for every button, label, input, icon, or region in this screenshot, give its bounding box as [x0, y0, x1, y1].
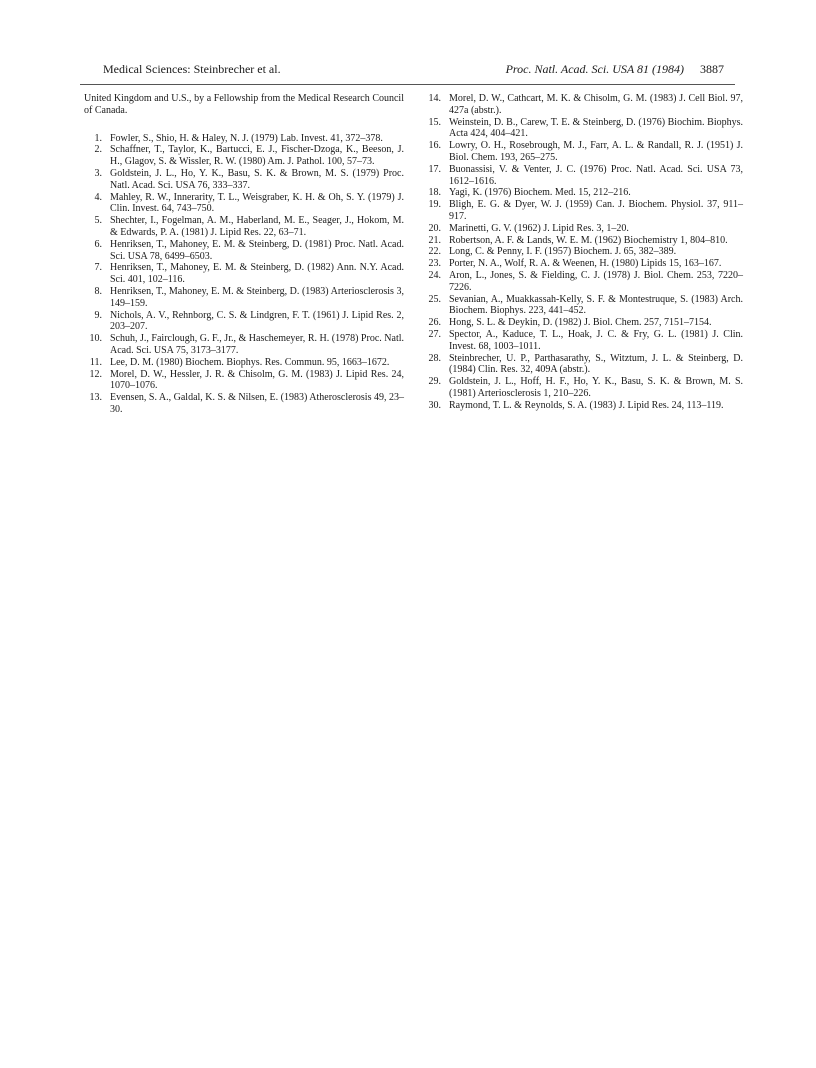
reference-number: 4.	[94, 191, 102, 203]
reference-text: Mahley, R. W., Innerarity, T. L., Weisgraber, K. H. & Oh, S. Y. (1979) J. Clin. Invest. 64, 743–750.	[110, 191, 404, 215]
reference-text: Spector, A., Kaduce, T. L., Hoak, J. C. & Fry, G. L. (1981) J. Clin. Invest. 68, 1003–1011.	[449, 328, 743, 352]
reference-number: 15.	[428, 116, 441, 128]
reference-item	[423, 258, 743, 270]
reference-text: Nichols, A. V., Rehnborg, C. S. & Lindgren, F. T. (1961) J. Lipid Res. 2, 203–207.	[110, 309, 404, 333]
running-head-left: Medical Sciences: Steinbrecher et al.	[103, 62, 281, 76]
reference-text: Sevanian, A., Muakkassah-Kelly, S. F. & Montestruque, S. (1983) Arch. Biochem. Biophys. 223, 441–452.	[449, 293, 743, 317]
reference-item	[84, 392, 404, 416]
reference-number: 10.	[89, 333, 102, 345]
reference-text: Goldstein, J. L., Hoff, H. F., Ho, Y. K., Basu, S. K. & Brown, M. S. (1981) Arteriosclerosis 1, 210–226.	[449, 376, 743, 399]
reference-item	[423, 270, 743, 294]
reference-item	[84, 144, 404, 168]
reference-text: Henriksen, T., Mahoney, E. M. & Steinberg, D. (1981) Proc. Natl. Acad. Sci. USA 78, 6499–6503.	[110, 238, 404, 262]
reference-text: Schuh, J., Fairclough, G. F., Jr., & Haschemeyer, R. H. (1978) Proc. Natl. Acad. Sci. USA 75, 3173–3177.	[110, 333, 404, 356]
reference-item	[423, 329, 743, 353]
reference-list-left	[84, 133, 404, 416]
reference-text: Shechter, I., Fogelman, A. M., Haberland, M. E., Seager, J., Hokom, M. & Edwards, P. A. (1981) J. Lipid Res. 22, 63–71.	[110, 215, 404, 238]
reference-item	[423, 93, 743, 117]
right-column	[423, 93, 743, 412]
reference-item	[423, 246, 743, 258]
reference-item	[423, 353, 743, 377]
reference-number: 3.	[94, 167, 102, 179]
reference-item	[84, 215, 404, 239]
reference-number: 24.	[428, 269, 441, 281]
reference-text: Long, C. & Penny, I. F. (1957) Biochem. J. 65, 382–389.	[449, 246, 677, 258]
reference-item	[423, 376, 743, 400]
reference-item	[84, 333, 404, 357]
reference-number: 29.	[428, 376, 441, 388]
reference-item	[84, 262, 404, 286]
reference-text: Raymond, T. L. & Reynolds, S. A. (1983) J. Lipid Res. 24, 113–119.	[449, 399, 724, 411]
reference-number: 25.	[428, 293, 441, 305]
journal-citation: Proc. Natl. Acad. Sci. USA 81 (1984)	[505, 62, 684, 76]
reference-number: 11.	[89, 356, 102, 368]
header-rule	[80, 84, 735, 85]
page-header	[103, 62, 724, 82]
reference-number: 23.	[428, 258, 441, 270]
reference-text: Yagi, K. (1976) Biochem. Med. 15, 212–216.	[449, 187, 631, 199]
reference-text: Porter, N. A., Wolf, R. A. & Weenen, H. (1980) Lipids 15, 163–167.	[449, 258, 722, 270]
reference-number: 27.	[428, 328, 441, 340]
reference-item	[84, 133, 404, 145]
reference-number: 1.	[94, 132, 102, 144]
reference-number: 12.	[89, 368, 102, 380]
reference-number: 5.	[94, 215, 102, 227]
reference-item	[84, 286, 404, 310]
reference-text: Buonassisi, V. & Venter, J. C. (1976) Proc. Natl. Acad. Sci. USA 73, 1612–1616.	[449, 163, 743, 187]
reference-text: Lee, D. M. (1980) Biochem. Biophys. Res. Commun. 95, 1663–1672.	[110, 356, 390, 368]
reference-text: Hong, S. L. & Deykin, D. (1982) J. Biol. Chem. 257, 7151–7154.	[449, 317, 712, 329]
reference-text: Aron, L., Jones, S. & Fielding, C. J. (1978) J. Biol. Chem. 253, 7220–7226.	[449, 269, 743, 293]
reference-number: 22.	[428, 246, 441, 258]
reference-number: 17.	[428, 163, 441, 175]
reference-number: 28.	[428, 352, 441, 364]
reference-text: Fowler, S., Shio, H. & Haley, N. J. (1979) Lab. Invest. 41, 372–378.	[110, 132, 383, 144]
running-head-right	[506, 62, 724, 77]
reference-number: 19.	[428, 199, 441, 211]
reference-number: 9.	[94, 309, 102, 321]
reference-text: Lowry, O. H., Rosebrough, M. J., Farr, A. L. & Randall, R. J. (1951) J. Biol. Chem. 193, 265–275.	[449, 140, 743, 163]
reference-number: 26.	[428, 317, 441, 329]
reference-text: Morel, D. W., Cathcart, M. K. & Chisolm, G. M. (1983) J. Cell Biol. 97, 427a (abstr.).	[449, 93, 743, 116]
reference-text: Robertson, A. F. & Lands, W. E. M. (1962) Biochemistry 1, 804–810.	[449, 234, 728, 246]
reference-item	[423, 235, 743, 247]
reference-text: Bligh, E. G. & Dyer, W. J. (1959) Can. J. Biochem. Physiol. 37, 911–917.	[449, 199, 743, 222]
reference-item	[423, 199, 743, 223]
reference-item	[423, 223, 743, 235]
reference-text: Henriksen, T., Mahoney, E. M. & Steinberg, D. (1983) Arteriosclerosis 3, 149–159.	[110, 285, 404, 309]
acknowledgment-text: United Kingdom and U.S., by a Fellowship from the Medical Research Council of Canada.	[84, 93, 404, 116]
reference-item	[84, 239, 404, 263]
reference-item	[84, 369, 404, 393]
reference-number: 2.	[94, 144, 102, 156]
reference-number: 16.	[428, 140, 441, 152]
reference-item	[84, 192, 404, 216]
reference-text: Evensen, S. A., Galdal, K. S. & Nilsen, E. (1983) Atherosclerosis 49, 23–30.	[110, 392, 404, 415]
reference-number: 14.	[428, 93, 441, 104]
reference-text: Marinetti, G. V. (1962) J. Lipid Res. 3, 1–20.	[449, 222, 629, 234]
reference-item	[423, 187, 743, 199]
reference-text: Morel, D. W., Hessler, J. R. & Chisolm, G. M. (1983) J. Lipid Res. 24, 1070–1076.	[110, 368, 404, 392]
reference-number: 7.	[94, 262, 102, 274]
reference-number: 13.	[89, 392, 102, 404]
reference-text: Schaffner, T., Taylor, K., Bartucci, E. J., Fischer-Dzoga, K., Beeson, J. H., Glagov, S. & Wissler, R. W. (1980) Am. J. Pathol. 100, 57–73.	[110, 144, 404, 168]
reference-list-right	[423, 93, 743, 412]
reference-item	[84, 310, 404, 334]
left-column	[84, 93, 404, 416]
reference-item	[423, 317, 743, 329]
reference-item	[423, 400, 743, 412]
reference-text: Goldstein, J. L., Ho, Y. K., Basu, S. K. & Brown, M. S. (1979) Proc. Natl. Acad. Sci. USA 76, 333–337.	[110, 167, 404, 191]
reference-number: 20.	[428, 222, 441, 234]
reference-item	[423, 117, 743, 141]
reference-item	[423, 164, 743, 188]
reference-number: 8.	[94, 285, 102, 297]
reference-item	[423, 294, 743, 318]
reference-text: Steinbrecher, U. P., Parthasarathy, S., Witztum, J. L. & Steinberg, D. (1984) Clin. Res. 32, 409A (abstr.).	[449, 352, 743, 376]
reference-text: Weinstein, D. B., Carew, T. E. & Steinberg, D. (1976) Biochim. Biophys. Acta 424, 404–421.	[449, 116, 743, 140]
page-number: 3887	[700, 62, 724, 76]
reference-number: 21.	[428, 234, 441, 246]
reference-number: 18.	[428, 187, 441, 199]
reference-text: Henriksen, T., Mahoney, E. M. & Steinberg, D. (1982) Ann. N.Y. Acad. Sci. 401, 102–116.	[110, 262, 404, 286]
reference-item	[84, 168, 404, 192]
reference-item	[423, 140, 743, 164]
reference-item	[84, 357, 404, 369]
reference-number: 30.	[428, 399, 441, 411]
reference-number: 6.	[94, 238, 102, 250]
